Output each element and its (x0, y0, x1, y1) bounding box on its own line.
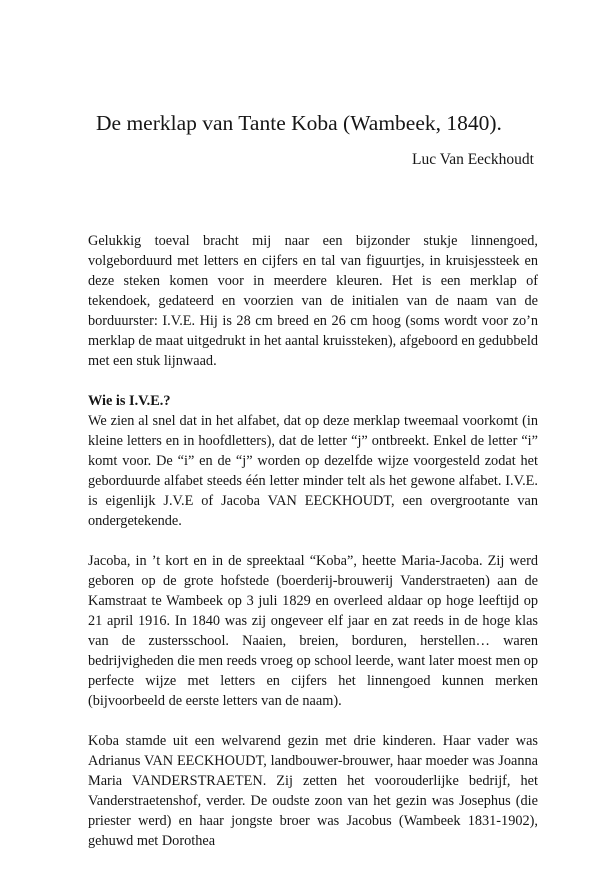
paragraph-family (88, 731, 538, 851)
paragraph-text: Jacoba, in ’t kort en in de spreektaal “Koba”, heette Maria-Jacoba. Zij werd geboren op de grote hofstede (boerderij-brouwerij Vanderstraeten) aan de Kamstraat te Wambeek op 3 juli 1829 en overleed aldaar op hoge leeftijd op 21 april 1916. In 1840 was zij ongeveer elf jaar en zat reeds in de hoge klas van de zustersschool. Naaien, breien, borduren, herstellen… waren bedrijvigheden die men reeds vroeg op school leerde, want later moest men op perfecte wijze met letters en cijfers het linnengoed kunnen merken (bijvoorbeeld de eerste letters van de naam). (88, 553, 538, 709)
article-body (88, 231, 538, 871)
paragraph-who-is-ive (88, 391, 538, 531)
paragraph-text: Gelukkig toeval bracht mij naar een bijzonder stukje linnengoed, volgeborduurd met letters en cijfers en tal van figuurtjes, in kruisjessteek en deze steken komen voor in meerdere kleuren. Het is een merklap of tekendoek, gedateerd en voorzien van de initialen van de naam van de borduurster: I.V.E. Hij is 28 cm breed en 26 cm hoog (soms wordt voor zo’n merklap de maat uitgedrukt in het aantal kruissteken), afgeboord en gedubbeld met een stuk lijnwaad. (88, 233, 538, 369)
author-name: Luc Van Eeckhoudt (412, 151, 534, 168)
paragraph-jacoba (88, 551, 538, 711)
section-heading: Wie is I.V.E.? (88, 393, 171, 409)
paragraph-text: Koba stamde uit een welvarend gezin met drie kinderen. Haar vader was Adrianus VAN EECKHOUDT, landbouwer-brouwer, haar moeder was Joanna Maria VANDERSTRAETEN. Zij zetten het voorouderlijke bedrijf, het Vanderstraetenshof, verder. De oudste zoon van het gezin was Josephus (die priester werd) en haar jongste broer was Jacobus (Wambeek 1831-1902), gehuwd met Dorothea (88, 733, 538, 849)
paragraph-intro (88, 231, 538, 371)
paragraph-text: We zien al snel dat in het alfabet, dat op deze merklap tweemaal voorkomt (in kleine letters en in hoofdletters), dat de letter “j” ontbreekt. Enkel de letter “i” komt voor. De “i” en de “j” worden op dezelfde wijze voorgesteld zodat het geborduurde alfabet steeds één letter minder telt als het gewone alfabet. I.V.E. is eigenlijk J.V.E of Jacoba VAN EECKHOUDT, een overgrootante van ondergetekende. (88, 413, 538, 529)
page-title: De merklap van Tante Koba (Wambeek, 1840). (96, 111, 502, 135)
